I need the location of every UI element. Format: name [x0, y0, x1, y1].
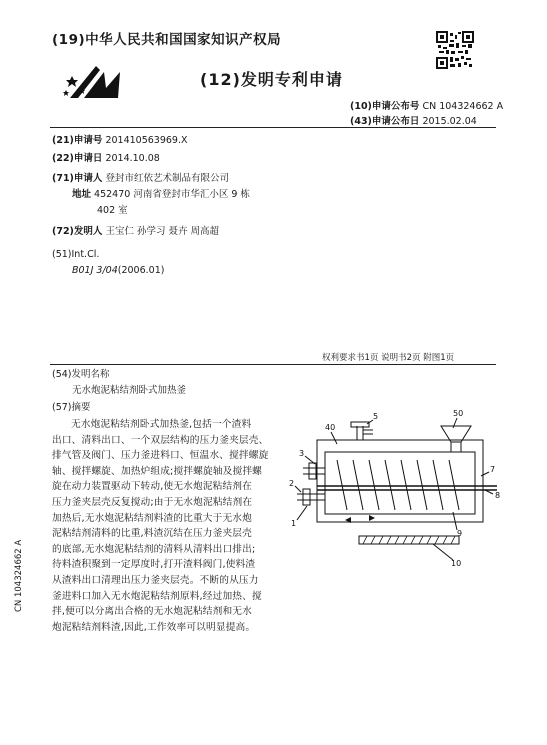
label-9: 9	[457, 529, 463, 538]
application-number	[52, 134, 188, 148]
stirring-spiral	[337, 460, 459, 510]
abstract-line: 出口、清料出口、一个双层结构的压力釜夹层壳、	[52, 434, 269, 446]
abstract-line: 无水炮泥粘结剂卧式加热釜,包括一个渣料	[71, 419, 252, 430]
abstract-line: 待料渣积聚到一定厚度时,打开渣料阀门,使料渣	[52, 559, 256, 571]
address-value-line1: 452470 河南省登封市华汇小区 9 栋	[94, 189, 250, 200]
abstract-line: 拌,便可以分离出合格的无水炮泥粘结剂和无水	[52, 606, 252, 618]
applicant	[52, 172, 229, 186]
abstract-line: 泥粘结剂清料的比重,料渣沉结在压力釜夹层壳	[52, 528, 252, 540]
pressure-vessel-inner-shell	[325, 452, 475, 514]
applicant-value: 登封市红依艺术制品有限公司	[105, 173, 229, 184]
qr-code	[436, 31, 474, 69]
int-cl-label: (51)Int.Cl.	[52, 249, 100, 260]
application-number-value: 201410563969.X	[105, 135, 188, 146]
abstract-label: (57)摘要	[52, 402, 91, 413]
inventors-value: 王宝仁 孙学习 聂卉 周高超	[105, 226, 219, 237]
abstract-line: 从渣料出口清理出压力釜夹层壳。不断的从压力	[52, 574, 259, 586]
label-50: 50	[453, 409, 464, 418]
int-cl-code: B01J 3/04	[72, 265, 118, 276]
abstract-line: 轴、搅拌螺旋、加热炉组成;搅拌螺旋轴及搅拌螺	[52, 465, 262, 477]
side-publication-number: CN 104324662 A	[14, 539, 24, 612]
address-value-line2: 402 室	[97, 205, 128, 216]
abstract-line: 的底部,无水炮泥粘结剂的清料从清料出口排出;	[52, 543, 256, 555]
publication-number	[350, 98, 503, 112]
abstract-line: 压力釜夹层壳反复搅动;由于无水炮泥粘结剂在	[52, 496, 253, 508]
label-3: 3	[299, 449, 305, 458]
section-divider	[50, 364, 496, 365]
invention-name-value: 无水炮泥粘结剂卧式加热釜	[72, 385, 187, 396]
label-1: 1	[291, 519, 297, 528]
int-cl-value	[72, 264, 164, 278]
abstract-line: 旋在动力装置驱动下转动,使无水炮泥粘结剂在	[52, 481, 252, 493]
label-2: 2	[289, 479, 295, 488]
inventors	[52, 225, 219, 239]
filing-date	[52, 152, 160, 166]
pages-info: 权利要求书1页 说明书2页 附图1页	[322, 353, 455, 363]
cnipa-logo	[62, 58, 132, 104]
label-5: 5	[373, 412, 379, 421]
header-divider	[50, 127, 496, 128]
abstract-line: 排气管及阀门、压力釜进料口、恒温水、搅拌螺旋	[52, 450, 269, 462]
label-10: 10	[451, 559, 462, 568]
filing-date-label: (22)申请日	[52, 153, 103, 164]
document-type: (12)发明专利申请	[200, 70, 343, 89]
abstract-line: 炮泥粘结剂料渣,因此,工作效率可以明显提高。	[52, 621, 256, 633]
publication-date	[350, 113, 477, 127]
abstract-body	[52, 417, 295, 635]
abstract-line: 釜进料口加入无水炮泥粘结剂原料,经过加热、搅	[52, 590, 262, 602]
publication-number-value: CN 104324662 A	[422, 101, 504, 112]
address-label: 地址	[72, 189, 92, 200]
abstract-figure	[285, 408, 510, 568]
int-cl-year: (2006.01)	[117, 265, 165, 276]
label-7: 7	[490, 465, 496, 474]
label-40: 40	[325, 423, 336, 432]
application-number-label: (21)申请号	[52, 135, 103, 146]
filing-date-value: 2014.10.08	[105, 153, 160, 164]
office-name: (19)中华人民共和国国家知识产权局	[52, 32, 282, 48]
address	[72, 188, 250, 202]
abstract-line: 加热后,无水炮泥粘结剂料渣的比重大于无水炮	[52, 512, 252, 524]
applicant-label: (71)申请人	[52, 173, 103, 184]
publication-number-label: (10)申请公布号	[350, 101, 420, 112]
label-8: 8	[495, 491, 501, 500]
invention-name-label: (54)发明名称	[52, 369, 110, 380]
inventors-label: (72)发明人	[52, 226, 103, 237]
publication-date-value: 2015.02.04	[422, 116, 477, 127]
publication-date-label: (43)申请公布日	[350, 116, 420, 127]
